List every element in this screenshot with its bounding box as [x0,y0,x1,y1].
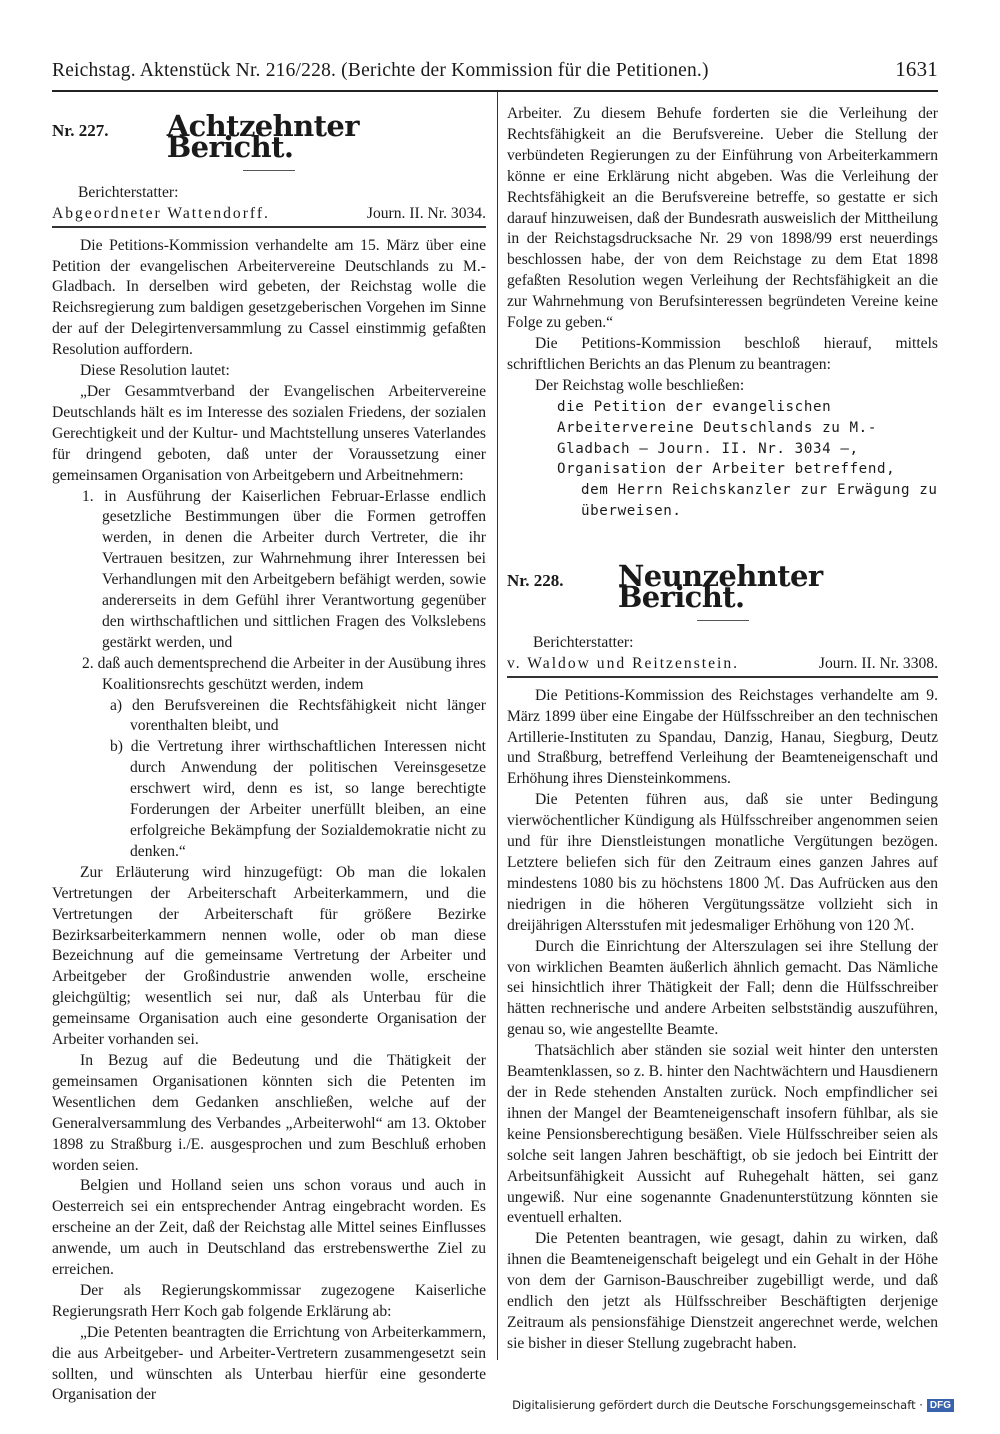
rapporteur-line [507,654,938,678]
paragraph: „Der Gesammtverband der Evangelischen Arbeitervereine Deutschlands hält es im Interesse des sozialen Friedens, der sozialen Gerechtigkeit und der Kultur- und Machtstellung unseres Vaterlandes für dringend geboten, daß unter der Voraussetzung einer gemeinsamen Organisation von Arbeitgebern und Arbeitnehmern: [52,382,486,484]
list-item: 1. in Ausführung der Kaiserlichen Februar-Erlasse endlich gesetzliche Bestimmungen über die Formen getroffen werden, in denen die Arbeiter durch Vertreter, die ihr Vertrauen besitzen, zur Wahrnehmung ihrer Interessen bei Verhandlungen mit den Arbeitgebern befähigt werden, sowie andererseits in dem Gefühl ihrer Verantwortung gegenüber den wirthschaftlichen und sittlichen Fragen des Volkslebens gestärkt werden, und [82,487,486,651]
page-number: 1631 [895,57,938,81]
digitization-footer [512,1398,954,1412]
dfg-logo: DFG [927,1399,954,1412]
motion-text: die Petition der evangelischen Arbeitervereine Deutschlands zu M.-Gladbach — Journ. II. Nr. 3034 —, Organisation der Arbeiter betreffend, [557,398,896,478]
paragraph: Der Reichstag wolle beschließen: [535,376,745,394]
rapporteur-label: Berichterstatter: [533,633,634,651]
rapporteur-line [52,204,486,228]
paragraph: Die Petitions-Kommission beschloß hierauf, mittels schriftlichen Berichts an das Plenum zu beantragen: [507,334,938,373]
list-subitem: a) den Berufsvereinen die Rechtsfähigkeit nicht länger vorenthalten bleibt, und [110,696,486,735]
spacer [507,678,938,686]
list-item: 2. daß auch dementsprechend die Arbeiter in der Ausübung ihres Koalitionsrechts geschützt werden, indem [82,654,486,693]
spacer [52,228,486,236]
paragraph: Die Petenten führen aus, daß sie unter Bedingung vierwöchentlicher Kündigung als Hülfsschreiber angenommen seien und für ihre Dienstleistungen monatliche Vergütungen bezögen. Letztere beliefen sich für den Zeitraum eines ganzen Jahres auf mindestens 1080 bis zu höchstens 1800 ℳ. Das Aufrücken aus den niedrigen in die höheren Vergütungssätze vollzieht sich in dreijährigen Altersstufen mit jedesmaliger Erhöhung von 120 ℳ. [507,791,938,934]
paragraph: Der als Regierungskommissar zugezogene Kaiserliche Regierungsrath Herr Koch gab folgende Erklärung ab: [52,1281,486,1320]
footer-text: Digitalisierung gefördert durch die Deutsche Forschungsgemeinschaft · [512,1398,923,1412]
rapporteur-name: v. Waldow und Reitzenstein. [507,654,740,672]
rapporteur-name: Abgeordneter Wattendorff. [52,204,270,222]
right-column [507,104,938,1355]
paragraph: Die Petitions-Kommission des Reichstages verhandelte am 9. März 1899 über eine Eingabe der Hülfsschreiber an den technischen Artillerie-Instituten zu Spandau, Danzig, Hanau, Siegburg, Deutz und Straßburg, betreffend Verleihung der Beamteneigenschaft und Erhöhung ihres Diensteinkommens. [507,686,938,788]
report-title: Achtzehnter Bericht. [166,109,359,164]
report-heading-228 [507,559,938,615]
paragraph: Durch die Einrichtung der Alterszulagen sei ihre Stellung der von wirklichen Beamten äußerlich ähnlich gemacht. Das Nämliche sei hinsichtlich ihrer Thätigkeit der Fall; denn die Hülfsschreiber hätten rechnerische und andere Arbeiten selbstständig auszuführen, genau so, wie angestellte Beamte. [507,937,938,1039]
report-title: Neunzehnter Bericht. [617,559,823,615]
report-heading-227 [52,109,486,164]
paragraph: Zur Erläuterung wird hinzugefügt: Ob man die lokalen Vertretungen der Arbeiterschaft Arbeiterkammern, und die Vertretungen der Arbeiterschaft für größere Bezirke Bezirksarbeiterkammern nennen wolle, oder ob man diese Bezeichnung auf die gemeinsame Vertretung der Arbeiter und Arbeitgeber der Großindustrie anwenden wolle, erscheine gleichgültig; wesentlich sei nur, daß als Unterbau für die gemeinsame Organisation auch eine gesonderte Organisation der Arbeiter vorhanden sei. [52,863,486,1049]
short-rule [697,620,749,621]
short-rule [243,170,295,171]
paragraph: Arbeiter. Zu diesem Behufe forderten sie die Verleihung der Rechtsfähigkeit an die Berufsvereine. Ueber die Stellung der verbündeten Regierungen zu der Einführung von Arbeiterkammern könne er eine Erklärung nicht abgeben. Was die Verleihung der Rechtsfähigkeit an die Berufsvereine betreffe, so gestatte er sich darauf hinzuweisen, daß der Bundesrath ausweislich der Mittheilung in der Reichstagsdrucksache Nr. 29 von 1898/99 erst neuerdings beschlossen habe, der von dem Reichstage zu dem Etat 1898 gefaßten Resolution wegen Verleihung der Rechtsfähigkeit an die zur Wahrnehmung von Berufsinteressen begründeten Vereine keine Folge zu geben.“ [507,105,938,332]
paragraph: Diese Resolution lautet: [80,362,230,380]
paragraph: In Bezug auf die Bedeutung und die Thätigkeit der gemeinsamen Organisationen könnten sich die Petenten im Wesentlichen dem Gedanken anschließen, welche auf der Generalversammlung des Verbandes „Arbeiterwohl“ am 13. Oktober 1898 zu Straßburg i./E. ausgesprochen und zum Beschluß erhoben worden seien. [52,1051,486,1174]
paragraph: Die Petenten beantragen, wie gesagt, dahin zu wirken, daß ihnen die Beamteneigenschaft beigelegt und ein Gehalt in der Höhe von dem der Garnison-Bauschreiber zugebilligt werde, und daß endlich den jetzt als Hülfsschreiber Beschäftigten derjenige Zeitraum als pensionsfähige Dienstzeit angerechnet werde, welchen sie bisher in dieser Stellung zugebracht haben. [507,1230,938,1352]
report-number: Nr. 227. [52,121,109,140]
page-header [52,57,938,87]
paragraph: Thatsächlich aber ständen sie sozial weit hinter den untersten Beamtenklassen, so z. B. hinter den Nachtwächtern und Hausdienern der in Rede stehenden Anstalten zurück. Noch empfindlicher sei ihnen der Mangel der Beamteneigenschaft insofern fühlbar, als sie keine Pensionsberechtigung besäßen. Viele Hülfsschreiber seien als solche seit langen Jahren beschäftigt, ob sie jedoch bei Eintritt der Arbeitsunfähigkeit Aussicht auf Ruhegehalt hätten, sei ganz ungewiß. Nur eine sogenannte Gnadenunterstützung könnten sie eventuell erhalten. [507,1042,938,1227]
column-divider [497,92,498,1360]
rapporteur-label: Berichterstatter: [78,183,179,201]
spacer [507,522,938,562]
paragraph: Die Petitions-Kommission verhandelte am 15. März über eine Petition der evangelischen Arbeitervereine Deutschlands zu M.-Gladbach. In derselben wird gebeten, der Reichstag wolle die Reichsregierung zum baldigen gesetzgeberischen Vorgehen im Sinne der auf der Delegirtenversammlung zu Cassel einstimmig gefaßten Resolution auffordern. [52,236,486,359]
journal-number: Journ. II. Nr. 3034. [366,204,486,222]
paragraph: Belgien und Holland seien uns schon voraus und auch in Oesterreich sei ein entsprechender Antrag eingebracht worden. Es erscheine an der Zeit, daß der Reichstag alle Mittel seines Einflusses anwende, um auch in Deutschland das erstrebenswerthe Ziel zu erreichen. [52,1177,486,1279]
journal-number: Journ. II. Nr. 3308. [818,654,938,672]
paragraph: „Die Petenten beantragten die Errichtung von Arbeiterkammern, die aus Arbeitgeber- und Arbeiter-Vertretern zusammengesetzt sein sollten, und wünschten als Unterbau hierfür eine gesonderte Organisation der [52,1323,486,1404]
running-title: Reichstag. Aktenstück Nr. 216/228. (Berichte der Kommission für die Petitionen.) [52,60,709,81]
list-subitem: b) die Vertretung ihrer wirthschaftlichen Interessen nicht durch Anwendung der politischen Vereinsgesetze erschwert wird, denn es ist, so lange berechtigte Forderungen der Arbeiter unerfüllt bleiben, an eine erfolgreiche Bekämpfung der Sozialdemokratie nicht zu denken.“ [110,738,486,860]
header-rule [52,90,938,92]
motion-text: dem Herrn Reichskanzler zur Erwägung zu überweisen. [581,482,938,520]
report-number: Nr. 228. [507,571,564,591]
left-column [52,109,486,1406]
